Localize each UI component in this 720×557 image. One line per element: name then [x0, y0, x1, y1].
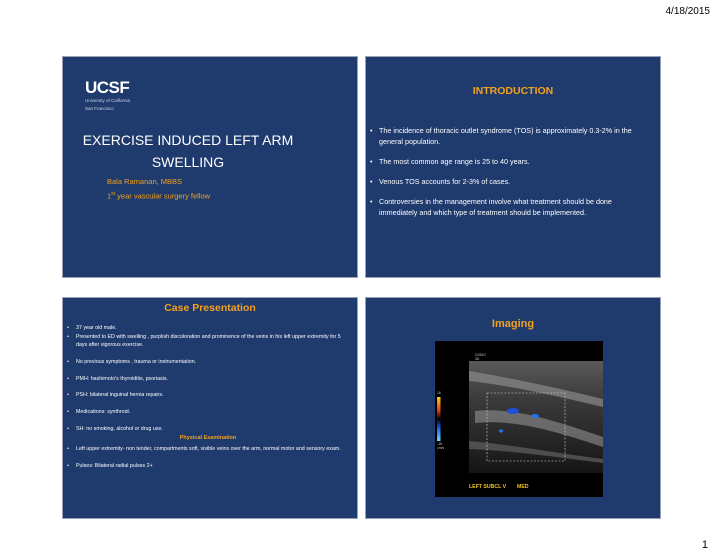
list-item: • Venous TOS accounts for 2-3% of cases.	[370, 176, 652, 187]
slide-case-presentation	[62, 297, 358, 519]
list-item: • PSH: bilateral inguinal hernia repairs.	[67, 391, 349, 399]
author-role-rest: year vascular surgery fellow	[115, 191, 211, 201]
author-role	[107, 188, 210, 203]
logo-text: UCSF	[85, 78, 130, 97]
title-line-2: SWELLING	[151, 154, 225, 170]
scale-unit-label: cm/s	[437, 446, 445, 450]
author-block	[107, 176, 210, 203]
list-item: • Left upper extremity- non tender, compartments soft, visible veins over the arm, normal motor and sensory exam.	[67, 445, 349, 453]
scale-bottom-label: -16	[437, 442, 442, 446]
ultrasound-image	[435, 341, 603, 497]
exam-heading: Physical Examination	[179, 434, 237, 441]
ultrasound-caption-right: MED	[517, 484, 529, 490]
list-item: • Medications: synthroid.	[67, 408, 349, 416]
slide-title	[62, 56, 358, 278]
ucsf-logo	[85, 79, 130, 111]
ultrasound-graphic	[435, 341, 603, 497]
page-number: 1	[701, 539, 708, 551]
header-date: 4/18/2015	[665, 6, 710, 17]
corner-label-2: 3D	[475, 357, 480, 361]
logo-subtitle-line2: San Francisco	[85, 105, 114, 111]
case-bullet-list	[67, 324, 349, 479]
list-item: • The incidence of thoracic outlet syndrome (TOS) is approximately 0.3-2% in the general population.	[370, 125, 652, 147]
slide-heading: Imaging	[491, 318, 535, 330]
slide-introduction	[365, 56, 661, 278]
intro-bullet-list	[370, 125, 652, 227]
list-item: • Pulses: Bilateral radial pulses 2+	[67, 462, 349, 470]
list-item: • 37 year old male.	[67, 324, 349, 332]
scale-top-label: 16	[437, 391, 441, 395]
list-item: • The most common age range is 25 to 40 years.	[370, 156, 652, 167]
slide-heading: Case Presentation	[164, 302, 256, 314]
ultrasound-caption-left: LEFT SUBCL V	[469, 484, 507, 490]
list-item: • SH: no smoking, alcohol or drug use.	[67, 425, 349, 433]
slide-imaging	[365, 297, 661, 519]
title-line-1: EXERCISE INDUCED LEFT ARM	[82, 132, 294, 148]
presentation-title	[63, 129, 313, 173]
slide-heading: INTRODUCTION	[472, 85, 554, 97]
list-item: • No previous symptoms , trauma or instrumentation.	[67, 358, 349, 366]
list-item: • PMH: hashimoto's thyroiditis, psoriasis.	[67, 375, 349, 383]
corner-label: CDDIO	[475, 353, 486, 357]
logo-subtitle-line1: University of California	[85, 98, 131, 103]
author-role-prefix: 1	[107, 191, 112, 201]
author-name: Bala Ramanan, MBBS	[107, 177, 183, 186]
list-item: • Presented to ED with swelling , purplish discoloration and prominence of the veins in his left upper extremity for 5 days after vigorous exercise.	[67, 333, 349, 350]
exam-heading-row	[67, 434, 349, 442]
list-item: • Controversies in the management involve what treatment should be done immediately and which type of treatment should be implemented.	[370, 196, 652, 218]
author-role-sup: st	[111, 191, 116, 197]
